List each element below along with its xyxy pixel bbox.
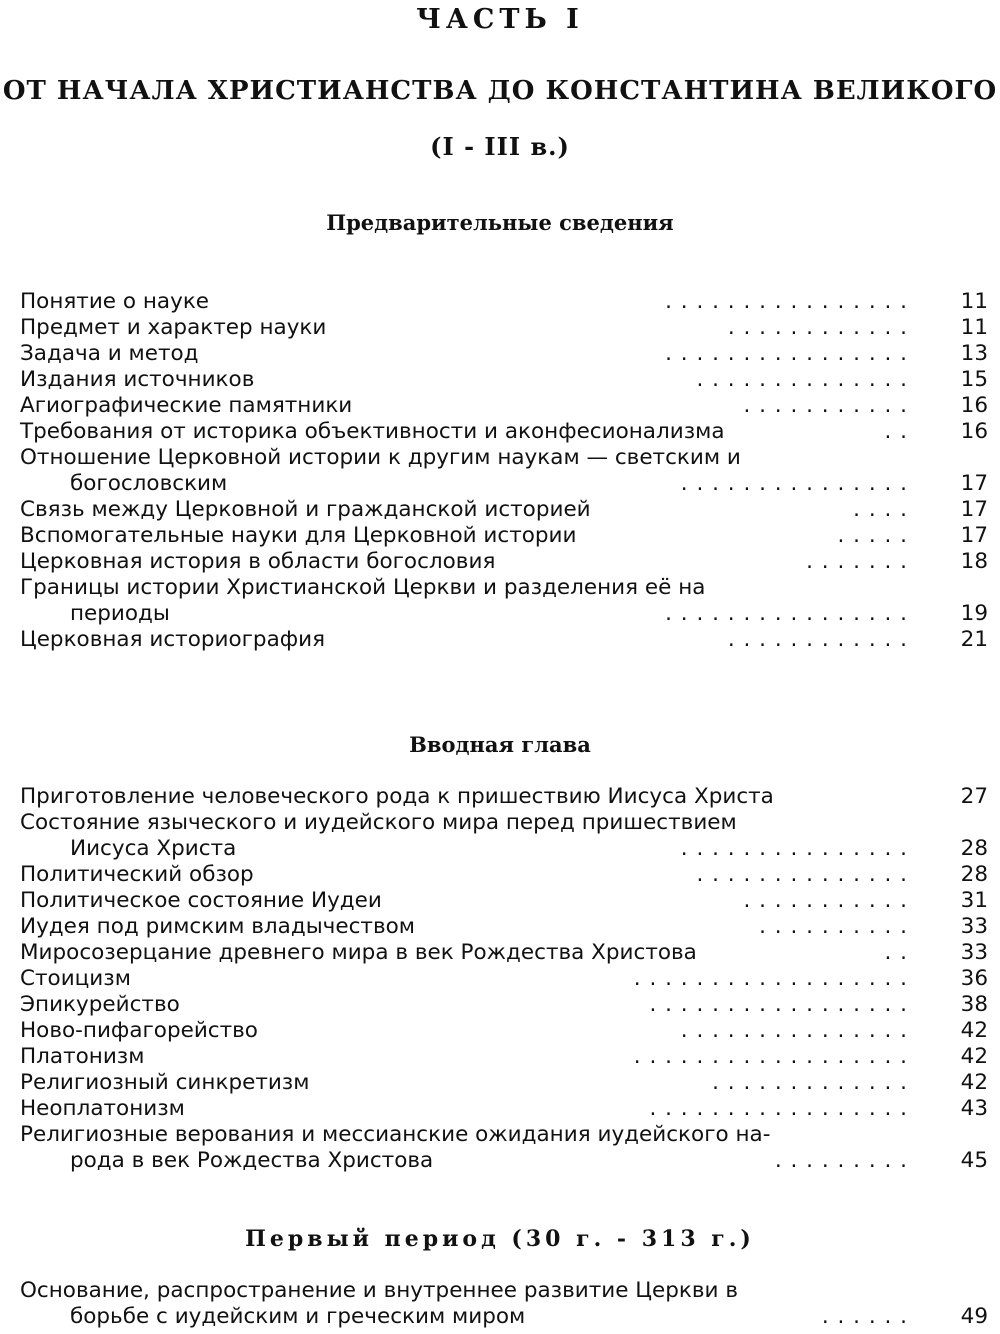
dot-leader: . . . . . . . . . . [759,914,908,939]
dot-leader: . . . . . . . . . . . . . . . . . [649,1096,908,1121]
toc-entry-title: Связь между Церковной и гражданской историей [20,497,591,522]
toc-entry-title-cont: Иисуса Христа [70,836,237,861]
page-number: 11 [960,315,988,340]
toc-entry-title: Предмет и характер науки [20,315,327,340]
page-number: 45 [960,1148,988,1173]
page-number: 42 [960,1018,988,1043]
toc-entry-title: Основание, распространение и внутреннее развитие Церкви в [20,1278,738,1303]
toc-entry-title: Религиозный синкретизм [20,1070,310,1095]
dot-leader: . . . . . . . . . . . . . . . . [665,289,908,314]
page-number: 13 [960,341,988,366]
dot-leader: . . . . . . . . . . . . . . . . [665,341,908,366]
section-title-first-period: Первый период (30 г. - 313 г.) [245,1226,755,1252]
dot-leader: . . . . . . . . . . . . [727,627,908,652]
dot-leader: . . [884,940,908,965]
dot-leader: . . . . . . . . . . . [743,393,908,418]
page-number: 33 [960,914,988,939]
dot-leader: . . . . . . . . . . . [743,888,908,913]
part-heading: ЧАСТЬ I [416,4,584,35]
page-number: 33 [960,940,988,965]
toc-entry-title: Политический обзор [20,862,254,887]
page-number: 36 [960,966,988,991]
toc-entry-title: Состояние языческого и иудейского мира перед пришествием [20,810,737,835]
dot-leader: . . . . . . . . . . . . . . . [680,471,908,496]
page-number: 27 [960,784,988,809]
toc-entry-title: Ново-пифагорейство [20,1018,258,1043]
page-number: 38 [960,992,988,1017]
toc-entry-title: Вспомогательные науки для Церковной истории [20,523,577,548]
toc-entry-title: Агиографические памятники [20,393,353,418]
dot-leader: . . . . . . . . . [774,1148,908,1173]
page-number: 31 [960,888,988,913]
dot-leader: . . . . . . . [806,549,908,574]
toc-entry-title: Церковная историография [20,627,326,652]
toc-entry-title: Неоплатонизм [20,1096,185,1121]
dot-leader: . . . . . . . . . . . . . . [696,862,908,887]
dot-leader: . . . . . . [821,1304,908,1329]
toc-entry-title-cont: богословским [70,471,228,496]
toc-entry-title: Эпикурейство [20,992,180,1017]
dot-leader: . . [884,419,908,444]
toc-entry-title-cont: борьбе с иудейским и греческим миром [70,1304,526,1329]
page-number: 49 [960,1304,988,1329]
toc-entry-title: Понятие о науке [20,289,210,314]
dot-leader: . . . . [853,497,908,522]
toc-entry-title: Иудея под римским владычеством [20,914,415,939]
era-subtitle: (I - III в.) [430,132,570,161]
dot-leader: . . . . . . . . . . . . . . . [680,1018,908,1043]
toc-entry-title-cont: рода в век Рождества Христова [70,1148,434,1173]
toc-entry-title: Требования от историка объективности и аконфесионализма [20,419,725,444]
page-number: 42 [960,1044,988,1069]
page-number: 17 [960,497,988,522]
page-number: 28 [960,862,988,887]
toc-entry-title-cont: периоды [70,601,170,626]
book-title: ОТ НАЧАЛА ХРИСТИАНСТВА ДО КОНСТАНТИНА ВЕЛИКОГО [2,76,998,106]
toc-entry-title: Платонизм [20,1044,145,1069]
dot-leader: . . . . . . . . . . . . . [712,1070,908,1095]
dot-leader: . . . . . . . . . . . . [727,315,908,340]
dot-leader: . . . . . . . . . . . . . . . . . . [633,966,908,991]
dot-leader: . . . . . . . . . . . . . . . . . . [633,1044,908,1069]
toc-entry-title: Религиозные верования и мессианские ожидания иудейского на- [20,1122,771,1147]
toc-entry-title: Задача и метод [20,341,199,366]
page-number: 15 [960,367,988,392]
toc-entry-title: Политическое состояние Иудеи [20,888,382,913]
toc-entry-title: Церковная история в области богословия [20,549,496,574]
page-number: 21 [960,627,988,652]
dot-leader: . . . . . . . . . . . . . . . . [665,601,908,626]
page-number: 42 [960,1070,988,1095]
page-number: 17 [960,471,988,496]
dot-leader: . . . . . . . . . . . . . . . [680,836,908,861]
page-number: 17 [960,523,988,548]
page-number: 43 [960,1096,988,1121]
page-number: 19 [960,601,988,626]
dot-leader: . . . . . [837,523,908,548]
page-number: 11 [960,289,988,314]
page-number: 16 [960,419,988,444]
section-title-preliminary: Предварительные сведения [326,210,674,235]
toc-entry-title: Стоицизм [20,966,131,991]
section-title-intro: Вводная глава [409,732,591,757]
dot-leader: . . . . . . . . . . . . . . [696,367,908,392]
toc-entry-title: Миросозерцание древнего мира в век Рождества Христова [20,940,697,965]
toc-entry-title: Приготовление человеческого рода к пришествию Иисуса Христа [20,784,774,809]
toc-entry-title: Отношение Церковной истории к другим наукам — светским и [20,445,741,470]
page-number: 18 [960,549,988,574]
toc-entry-title: Границы истории Христианской Церкви и разделения её на [20,575,706,600]
dot-leader: . . . . . . . . . . . . . . . . . [649,992,908,1017]
toc-entry-title: Издания источников [20,367,255,392]
page-number: 28 [960,836,988,861]
page-number: 16 [960,393,988,418]
